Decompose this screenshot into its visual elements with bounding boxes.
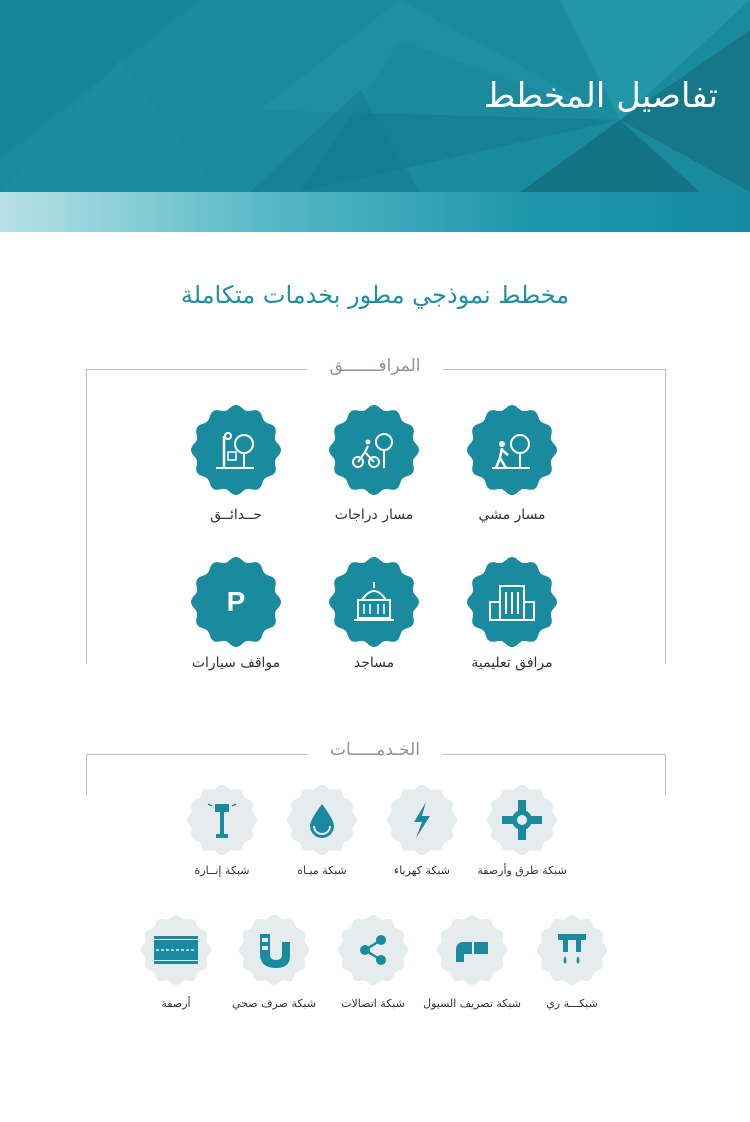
header-gradient-band	[0, 192, 750, 232]
network-share-icon	[351, 928, 395, 972]
sidewalks-badge	[140, 914, 212, 986]
bike-path-badge	[328, 404, 420, 496]
sewage-pipe-icon	[252, 928, 296, 972]
parks-badge	[190, 404, 282, 496]
irrigation-badge	[536, 914, 608, 986]
services-title: الخـدمـــــات	[0, 740, 750, 760]
roundabout-icon	[500, 798, 544, 842]
facilities-title: المرافـــــــق	[0, 356, 750, 376]
facility-label-mosques: مساجد	[353, 655, 395, 671]
service-label-lighting: شبكة إنــارة	[194, 864, 250, 877]
water-drop-icon	[300, 798, 344, 842]
service-label-irrigation: شبكـــة ري	[546, 997, 598, 1010]
services-frame	[86, 754, 666, 795]
service-label-flood-drainage: شبكة تصريف السيول	[423, 997, 521, 1010]
parking-icon: P	[226, 586, 246, 617]
lightning-icon	[400, 798, 444, 842]
page-title: تفاصيل المخطط	[483, 76, 718, 116]
drain-pipe-icon	[450, 928, 494, 972]
telecom-badge	[337, 914, 409, 986]
sidewalk-icon	[152, 928, 200, 972]
bicycle-tree-icon	[346, 422, 402, 478]
service-label-sewage: شبكة صرف صحي	[232, 997, 316, 1010]
walking-tree-icon	[484, 422, 540, 478]
facility-label-bike: مسار دراجات	[334, 507, 414, 523]
sewage-badge	[238, 914, 310, 986]
header-banner	[0, 0, 750, 192]
electricity-badge	[386, 784, 458, 856]
street-lamp-icon	[200, 798, 244, 842]
walking-path-badge	[466, 404, 558, 496]
flood-drainage-badge	[436, 914, 508, 986]
service-label-sidewalks: أرصفة	[161, 997, 191, 1010]
irrigation-icon	[550, 928, 594, 972]
water-badge	[286, 784, 358, 856]
school-building-icon	[484, 574, 540, 630]
facility-label-parks: حــدائــق	[210, 507, 262, 523]
education-badge	[466, 556, 558, 648]
park-lamp-tree-icon	[208, 422, 264, 478]
facility-label-parking: مواقف سيارات	[191, 655, 281, 671]
facility-label-walking: مسار مشي	[478, 507, 546, 523]
facility-label-education: مرافق تعليمية	[471, 655, 553, 671]
lighting-badge	[186, 784, 258, 856]
service-label-telecom: شبكة اتصالات	[341, 997, 405, 1010]
service-label-roads: شبكة طرق وأرصفة	[477, 864, 567, 877]
service-label-water: شبكة ميـاه	[297, 864, 347, 877]
page-subtitle: مخطط نموذجي مطور بخدمات متكاملة	[180, 281, 570, 309]
mosque-icon	[346, 574, 402, 630]
roads-badge	[486, 784, 558, 856]
service-label-electricity: شبكة كهرباء	[394, 864, 450, 877]
parking-badge	[190, 556, 282, 648]
mosques-badge	[328, 556, 420, 648]
